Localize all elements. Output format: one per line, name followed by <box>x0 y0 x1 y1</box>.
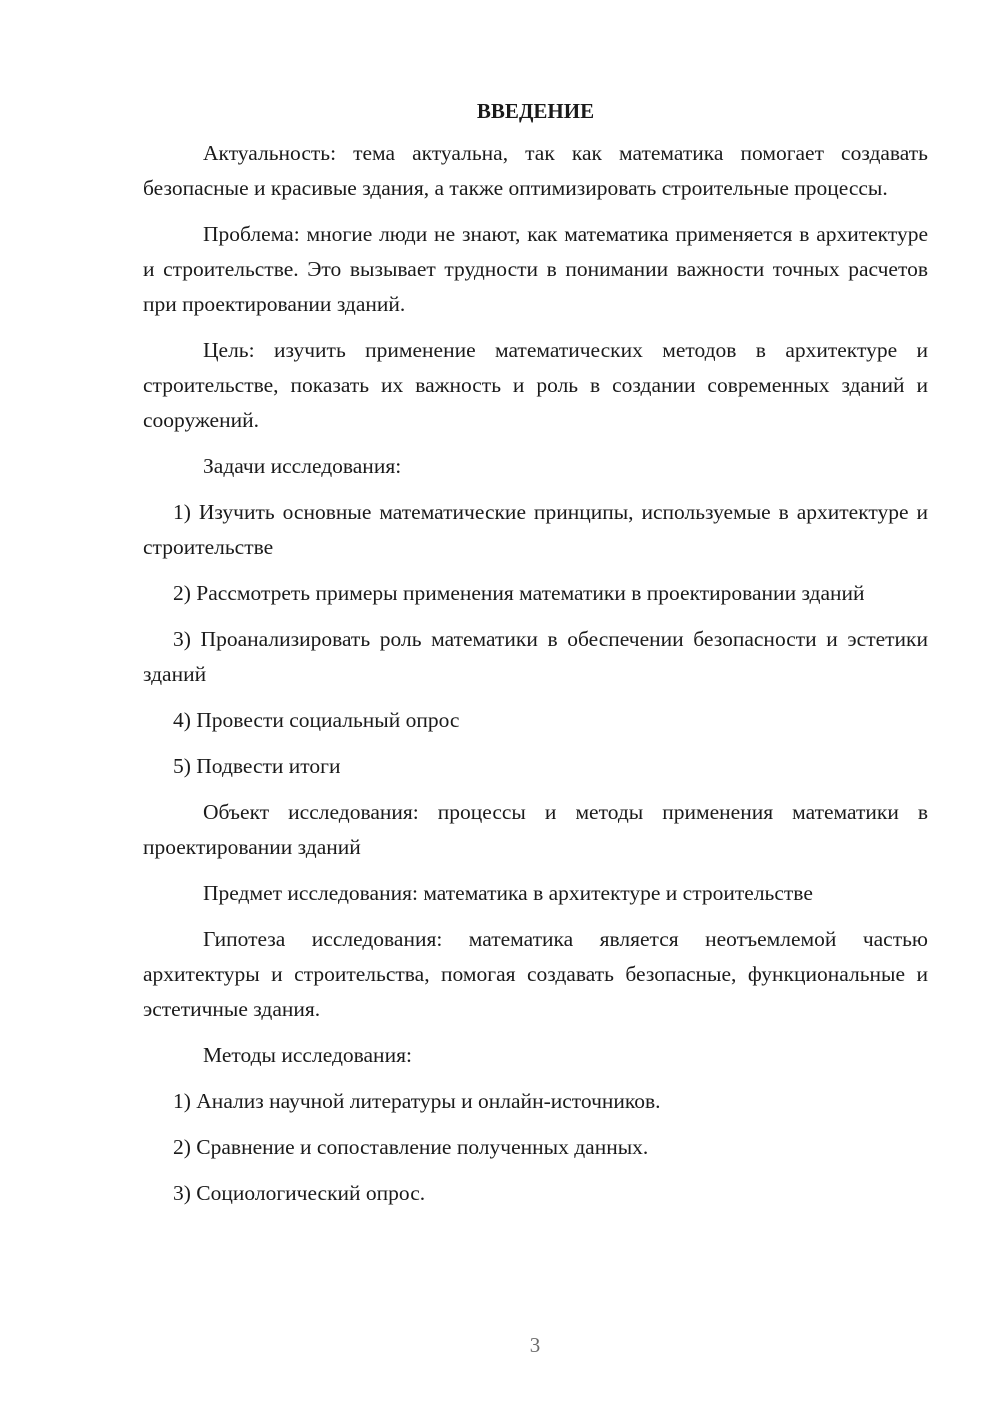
task-item: 5) Подвести итоги <box>173 754 341 778</box>
hypothesis-paragraph: Гипотеза исследования: математика является неотъемлемой частью архитектуры и строительства, помогая создавать безопасные, функциональные и эстетичные здания. <box>143 927 928 1021</box>
object-paragraph: Объект исследования: процессы и методы применения математики в проектировании зданий <box>143 800 928 859</box>
tasks-heading: Задачи исследования: <box>203 454 402 478</box>
subject-paragraph: Предмет исследования: математика в архитектуре и строительстве <box>203 881 813 905</box>
section-title: ВВЕДЕНИЕ <box>476 99 595 123</box>
method-item: 3) Социологический опрос. <box>173 1181 426 1205</box>
method-item: 1) Анализ научной литературы и онлайн-источников. <box>173 1089 661 1113</box>
goal-paragraph: Цель: изучить применение математических методов в архитектуре и строительстве, показать их важность и роль в создании современных зданий и сооружений. <box>143 338 928 432</box>
methods-heading: Методы исследования: <box>203 1043 412 1067</box>
task-item: 2) Рассмотреть примеры применения математики в проектировании зданий <box>173 581 865 605</box>
page-number: 3 <box>529 1333 541 1357</box>
task-item: 3) Проанализировать роль математики в обеспечении безопасности и эстетики зданий <box>143 627 928 686</box>
task-item: 4) Провести социальный опрос <box>173 708 460 732</box>
problem-paragraph: Проблема: многие люди не знают, как математика применяется в архитектуре и строительстве. Это вызывает трудности в понимании важности точных расчетов при проектировании зданий. <box>143 222 928 316</box>
relevance-paragraph: Актуальность: тема актуальна, так как математика помогает создавать безопасные и красивые здания, а также оптимизировать строительные процессы. <box>143 141 928 200</box>
document-page <box>143 96 928 1222</box>
task-item: 1) Изучить основные математические принципы, используемые в архитектуре и строительстве <box>143 500 928 559</box>
method-item: 2) Сравнение и сопоставление полученных данных. <box>173 1135 649 1159</box>
